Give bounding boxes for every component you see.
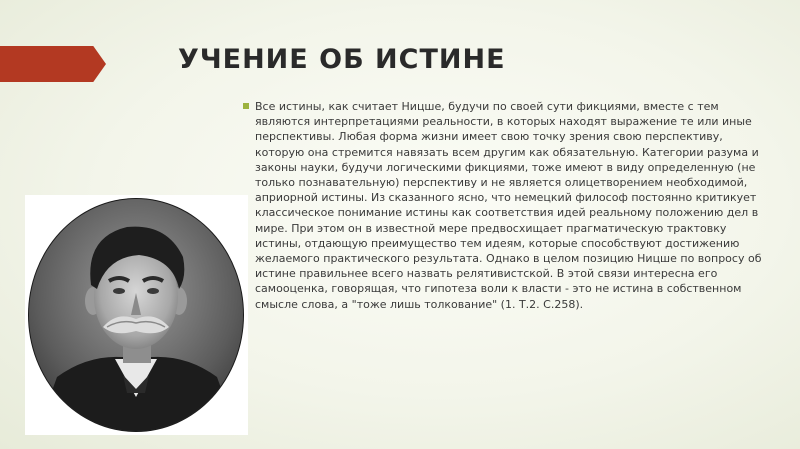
portrait-photo xyxy=(27,197,246,433)
body-text: Все истины, как считает Ницше, будучи по своей сути фикциями, вместе с тем являются интерпретациями реальности, в которых находят выражение те или иные перспективы. Любая форма жизни имеет свою точку зрения свою перспективу, которую она стремится навязать всем другим как обязательную. Категории разума и законы науки, будучи логическими фикциями, тоже имеют в виду определенную (не только познавательную) перспективу и не является олицетворением необходимой, априорной истины. Из сказанного ясно, что немецкий философ постоянно критикует классическое понимание истины как соответствия идей реальному положению дел в мире. При этом он в известной мере предвосхищает прагматическую трактовку истины, отдающую преимущество тем идеям, которые способствуют достижению желаемого практического результата. Однако в целом позицию Ницше по вопросу об истине правильнее всего назвать релятивистской. В этой связи интересна его самооценка, говорящая, что гипотеза воли к власти - это не истина в собственном смысле слова, а "тоже лишь толкование" (1. Т.2. С.258). xyxy=(255,100,762,311)
portrait-frame xyxy=(25,195,248,435)
slide-title: УЧЕНИЕ ОБ ИСТИНЕ xyxy=(178,44,506,75)
bullet-list xyxy=(255,99,775,312)
title-accent-banner xyxy=(0,46,106,82)
bullet-square-icon xyxy=(243,103,249,109)
